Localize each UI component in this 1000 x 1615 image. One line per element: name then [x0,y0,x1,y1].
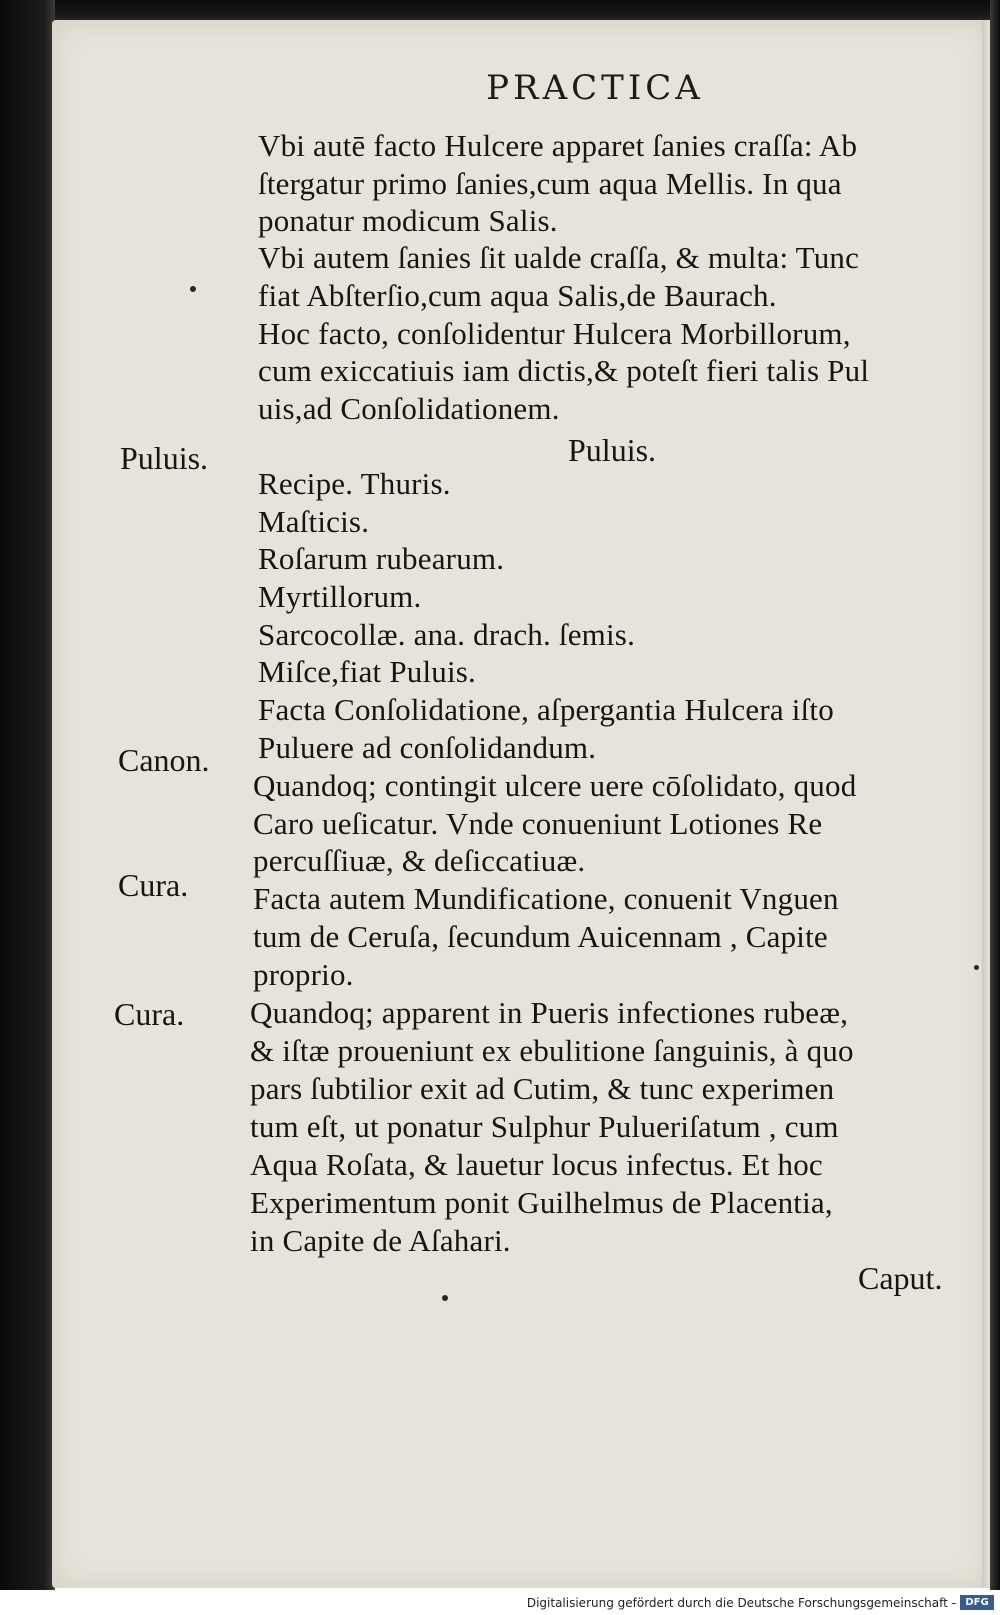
text-line-16: proprio. [253,957,354,992]
footer-credit: Digitalisierung gefördert durch die Deutsche Forschungsgemeinschaft - [526,1596,956,1610]
text-line-18: & iſtæ proueniunt ex ebulitione ſanguinis, à quo [250,1033,854,1068]
text-line-14: Facta autem Mundificatione, conuenit Vnguen [253,881,839,916]
page-edge [982,20,990,1588]
text-line-21: Aqua Roſata, & lauetur locus infectus. Et hoc [250,1147,823,1182]
text-line-9: Facta Conſolidatione, aſpergantia Hulcera iſto [258,692,834,727]
recipe-line-5: Sarcocollæ. ana. drach. ſemis. [258,617,636,652]
text-line-1: Vbi autē facto Hulcere apparet ſanies craſſa: Ab [258,128,858,163]
running-head: PRACTICA [486,68,704,108]
text-line-23: in Capite de Aſahari. [250,1223,511,1258]
ink-speck [190,286,196,292]
text-line-2: ſtergatur primo ſanies,cum aqua Mellis. In qua [258,166,842,201]
scan-background-top [0,0,1000,22]
recipe-line-4: Myrtillorum. [258,579,422,614]
dfg-logo: DFG [960,1595,994,1610]
margin-note-cura-2: Cura. [114,996,185,1032]
text-line-20: tum eſt, ut ponatur Sulphur Pulueriſatum , cum [250,1109,839,1144]
text-line-13: percuſſiuæ, & deſiccatiuæ. [253,843,586,878]
section-subheading: Puluis. [568,432,657,468]
text-line-17: Quandoq; apparent in Pueris infectiones rubeæ, [250,995,849,1030]
text-line-22: Experimentum ponit Guilhelmus de Placentia, [250,1185,833,1220]
ink-speck [442,1295,448,1301]
recipe-line-3: Roſarum rubearum. [258,541,505,576]
text-line-11: Quandoq; contingit ulcere uere cōſolidato, quod [253,768,857,803]
catchword: Caput. [858,1260,943,1296]
text-line-4: Vbi autem ſanies ſit ualde craſſa, & multa: Tunc [258,240,860,275]
ink-speck [974,965,979,970]
margin-note-puluis: Puluis. [120,440,209,476]
margin-note-cura-1: Cura. [118,867,189,903]
recipe-line-6: Miſce,fiat Puluis. [258,654,476,689]
text-line-3: ponatur modicum Salis. [258,203,558,238]
margin-note-canon: Canon. [118,742,210,778]
text-line-19: pars ſubtilior exit ad Cutim, & tunc experimen [250,1071,835,1106]
text-line-10: Puluere ad conſolidandum. [258,730,597,765]
text-line-8: uis,ad Conſolidationem. [258,391,560,426]
text-line-7: cum exiccatiuis iam dictis,& poteſt fieri talis Pul [258,353,870,388]
scan-background-left [0,0,55,1590]
text-line-5: fiat Abſterſio,cum aqua Salis,de Baurach. [258,278,777,313]
recipe-line-1: Recipe. Thuris. [258,466,451,501]
recipe-line-2: Maſticis. [258,504,370,539]
text-line-6: Hoc facto, conſolidentur Hulcera Morbillorum, [258,316,851,351]
text-line-12: Caro ueſicatur. Vnde conueniunt Lotiones Re [253,806,823,841]
scan-background-right [990,0,1000,1590]
text-line-15: tum de Ceruſa, ſecundum Auicennam , Capite [253,919,828,954]
